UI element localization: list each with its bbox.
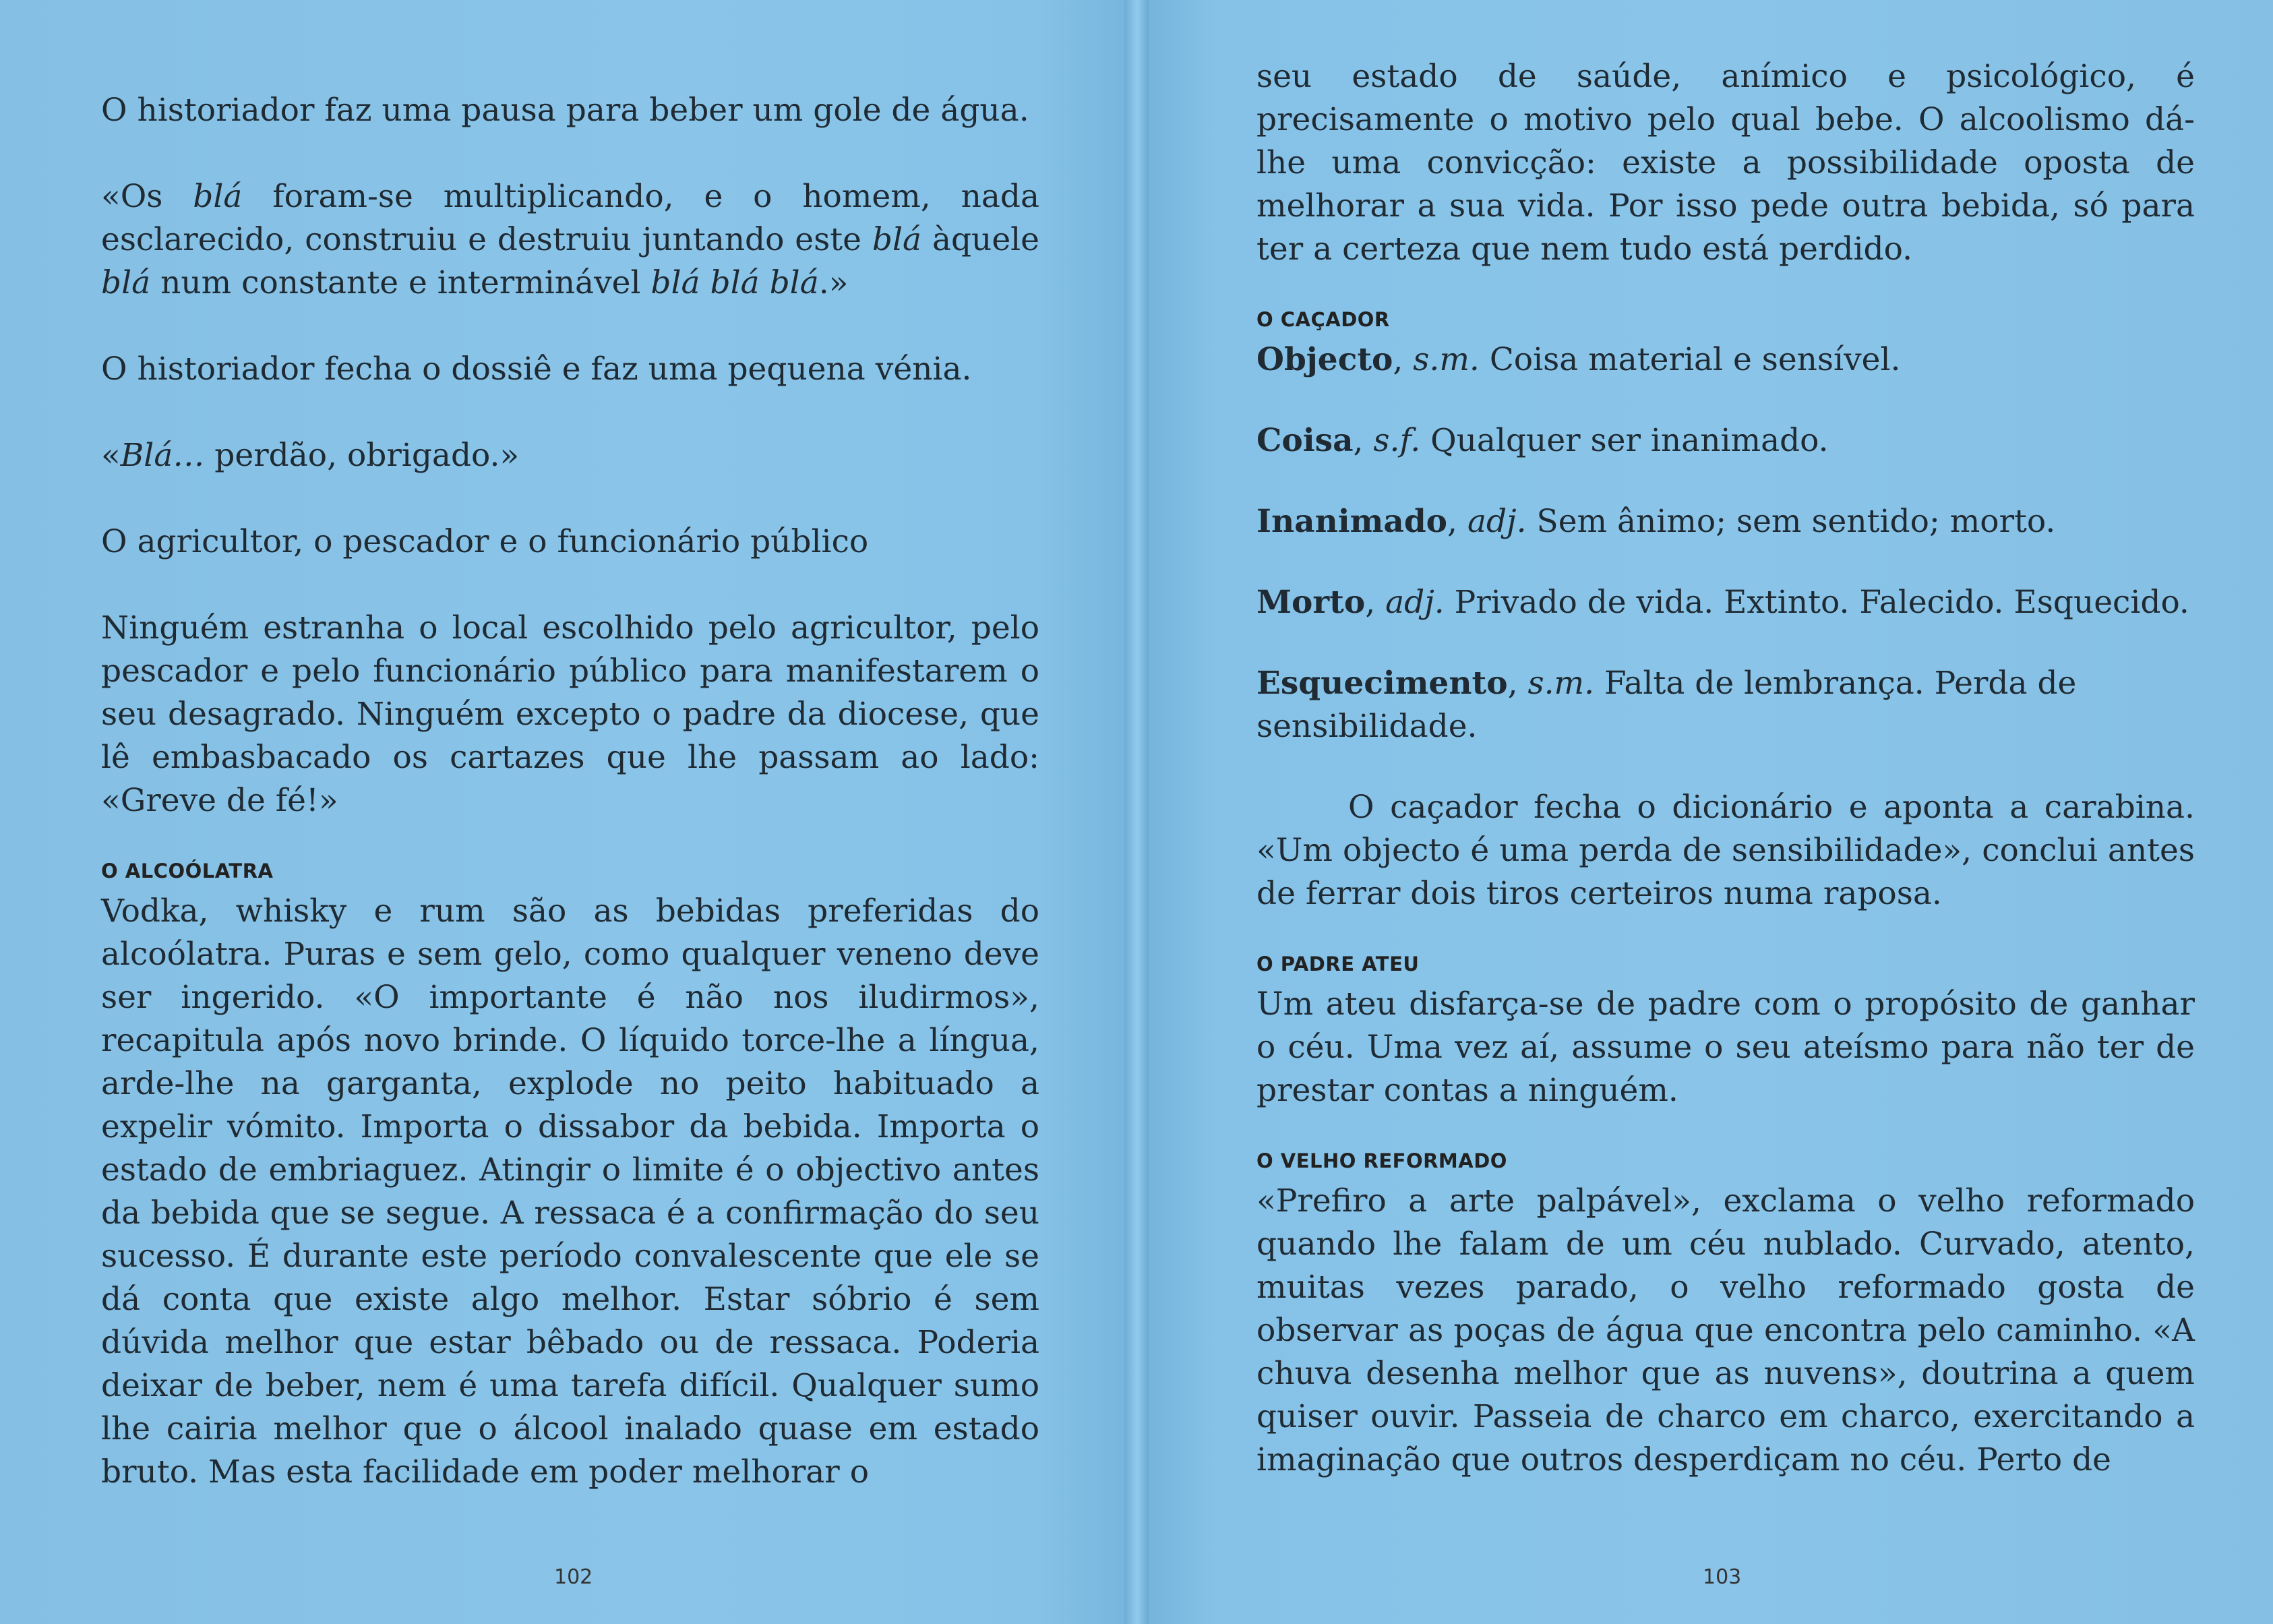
dictionary-entry: Esquecimento, s.m. Falta de lembrança. Perda de sensibilidade.	[1256, 665, 2077, 745]
dictionary-entry: Coisa, s.f. Qualquer ser inanimado.	[1256, 422, 1829, 459]
paragraph-historiador-fecha: O historiador fecha o dossiê e faz uma pequena vénia.	[101, 351, 972, 388]
left-page-text	[101, 89, 1039, 1494]
dictionary-entry: Inanimado, adj. Sem ânimo; sem sentido; morto.	[1256, 503, 2056, 540]
page-number-left: 102	[554, 1565, 593, 1589]
dictionary-entry: Objecto, s.m. Coisa material e sensível.	[1256, 341, 1901, 378]
paragraph-bla-quote: «Os blá foram-se multiplicando, e o homem, nada esclarecido, construiu e destruiu juntando este blá àquele blá num constante e interminável blá blá blá.»	[101, 178, 1039, 301]
heading-cacador: O CAÇADOR	[1256, 308, 1390, 331]
paragraph-cacador: O caçador fecha o dicionário e aponta a carabina. «Um objecto é uma perda de sensibilidade», conclui antes de ferrar dois tiros certeiros numa raposa.	[1256, 789, 2195, 912]
right-page-text	[1256, 55, 2195, 1482]
right-page	[1149, 0, 2273, 1624]
page-number-right: 103	[1703, 1565, 1742, 1589]
paragraph-bla-perdao: «Blá… perdão, obrigado.»	[101, 437, 520, 474]
heading-alcoolatra: O ALCOÓLATRA	[101, 860, 274, 882]
paragraph-alcoolatra-continued: seu estado de saúde, anímico e psicológico, é precisamente o motivo pelo qual bebe. O alcoolismo dá-lhe uma convicção: existe a possibilidade oposta de melhorar a sua vida. Por isso pede outra bebida, só para ter a certeza que nem tudo está perdido.	[1256, 58, 2195, 268]
book-gutter	[1124, 0, 1149, 1624]
paragraph-greve-de-fe: Ninguém estranha o local escolhido pelo agricultor, pelo pescador e pelo funcionário público para manifestarem o seu desagrado. Ninguém excepto o padre da diocese, que lê embasbacado os cartazes que lhe passam ao lado: «Greve de fé!»	[101, 609, 1039, 819]
heading-padre-ateu: O PADRE ATEU	[1256, 953, 1420, 975]
dictionary-entry: Morto, adj. Privado de vida. Extinto. Falecido. Esquecido.	[1256, 584, 2189, 621]
paragraph-historiador-pausa: O historiador faz uma pausa para beber um gole de água.	[101, 92, 1029, 129]
paragraph-alcoolatra: Vodka, whisky e rum são as bebidas preferidas do alcoólatra. Puras e sem gelo, como qualquer veneno deve ser ingerido. «O importante é não nos iludirmos», recapitula após novo brinde. O líquido torce-lhe a língua, arde-lhe na garganta, explode no peito habituado a expelir vómito. Importa o dissabor da bebida. Importa o estado de embriaguez. Atingir o limite é o objectivo antes da bebida que se segue. A ressaca é a confirmação do seu sucesso. É durante este período convalescente que ele se dá conta que existe algo melhor. Estar sóbrio é sem dúvida melhor que estar bêbado ou de ressaca. Poderia deixar de beber, nem é uma tarefa difícil. Qualquer sumo lhe cairia melhor que o álcool inalado quase em estado bruto. Mas esta facilidade em poder melhorar o	[101, 893, 1039, 1491]
paragraph-velho-reformado: «Prefiro a arte palpável», exclama o velho reformado quando lhe falam de um céu nublado. Curvado, atento, muitas vezes parado, o velho reformado gosta de observar as poças de água que encontra pelo caminho. «A chuva desenha melhor que as nuvens», doutrina a quem quiser ouvir. Passeia de charco em charco, exercitando a imaginação que outros desperdiçam no céu. Perto de	[1256, 1182, 2195, 1478]
paragraph-padre-ateu: Um ateu disfarça-se de padre com o propósito de ganhar o céu. Uma vez aí, assume o seu ateísmo para não ter de prestar contas a ninguém.	[1256, 986, 2195, 1109]
heading-velho-reformado: O VELHO REFORMADO	[1256, 1149, 1507, 1172]
left-page	[0, 0, 1124, 1624]
section-title-agricultor: O agricultor, o pescador e o funcionário público	[101, 523, 869, 560]
